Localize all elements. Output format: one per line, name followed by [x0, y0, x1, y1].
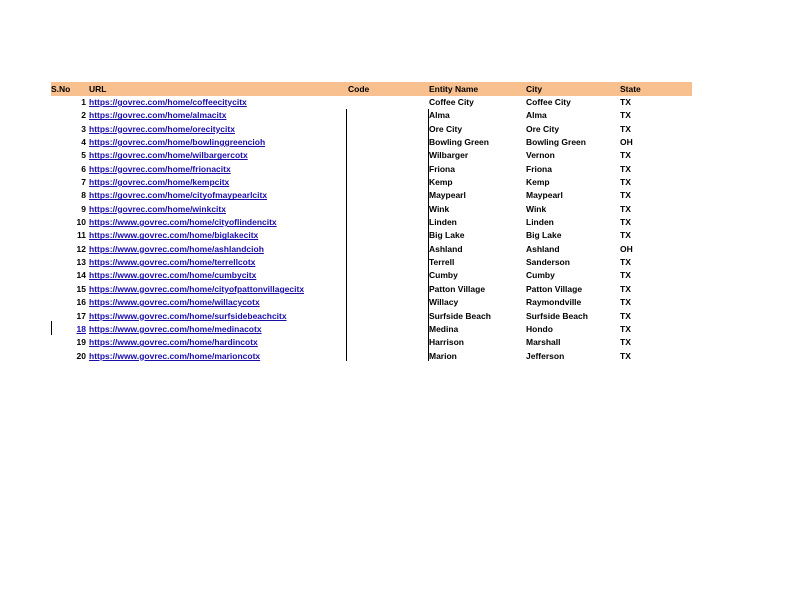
cell-state[interactable]: TX	[620, 270, 631, 281]
url-link[interactable]: https://govrec.com/home/cityofmaypearlcitx	[89, 190, 268, 201]
cell-state[interactable]: OH	[620, 243, 633, 254]
cell-entity-name[interactable]: Cumby	[429, 270, 458, 281]
cell-city[interactable]: Kemp	[526, 177, 550, 188]
cell-state[interactable]: TX	[620, 123, 631, 134]
cell-sno[interactable]: 20	[76, 350, 86, 361]
cell-entity-name[interactable]: Ashland	[429, 243, 463, 254]
cell-sno[interactable]: 4	[81, 137, 86, 148]
cell-sno[interactable]: 16	[76, 297, 86, 308]
table-row	[51, 123, 692, 136]
table-row	[51, 216, 692, 229]
table-row	[51, 189, 692, 202]
cell-state[interactable]: TX	[620, 203, 631, 214]
cell-entity-name[interactable]: Maypearl	[429, 190, 466, 201]
table-row	[51, 229, 692, 242]
url-link[interactable]: https://www.govrec.com/home/medinacotx	[89, 323, 262, 334]
cell-url	[89, 257, 255, 268]
cell-city[interactable]: Jefferson	[526, 350, 565, 361]
cell-url	[89, 284, 304, 295]
table-row	[51, 296, 692, 309]
cell-url	[89, 311, 287, 322]
cell-entity-name[interactable]: Big Lake	[429, 230, 465, 241]
url-link[interactable]: https://www.govrec.com/home/biglakecitx	[89, 230, 259, 241]
table-row	[51, 310, 692, 323]
cell-entity-name[interactable]: Ore City	[429, 123, 463, 134]
cell-sno[interactable]: 6	[81, 163, 86, 174]
cell-url	[89, 110, 226, 121]
cell-entity-name[interactable]: Alma	[429, 110, 450, 121]
cell-url	[89, 230, 258, 241]
cell-url	[89, 351, 260, 362]
cell-url	[89, 164, 231, 175]
url-link[interactable]: https://govrec.com/home/kempcitx	[89, 177, 230, 188]
url-link[interactable]: https://govrec.com/home/winkcitx	[89, 203, 226, 214]
cell-url	[89, 204, 226, 215]
cell-city[interactable]: Bowling Green	[526, 137, 586, 148]
cell-state[interactable]: TX	[620, 190, 631, 201]
table-row	[51, 109, 692, 122]
url-link[interactable]: https://www.govrec.com/home/hardincotx	[89, 337, 258, 348]
cell-entity-name[interactable]: Wink	[429, 203, 450, 214]
cell-url	[89, 177, 229, 188]
column-border	[428, 109, 429, 361]
header-city: City	[526, 84, 543, 94]
url-link[interactable]: https://www.govrec.com/home/cityofpattonvillagecitx	[89, 283, 305, 294]
cell-sno[interactable]: 3	[81, 123, 86, 134]
url-link[interactable]: https://govrec.com/home/coffeecitycitx	[89, 97, 247, 107]
url-link[interactable]: https://www.govrec.com/home/cumbycitx	[89, 270, 257, 281]
table-row	[51, 149, 692, 162]
header-row	[51, 82, 692, 96]
cell-url	[89, 324, 262, 335]
cell-url	[89, 270, 256, 281]
cell-entity-name[interactable]: Willacy	[429, 297, 459, 308]
header-state: State	[620, 84, 641, 94]
header-code: Code	[348, 84, 370, 94]
cell-sno[interactable]: 14	[76, 270, 86, 281]
cell-entity-name[interactable]: Bowling Green	[429, 137, 489, 148]
cell-city[interactable]: Alma	[526, 110, 547, 121]
cell-entity-name[interactable]: Patton Village	[429, 283, 486, 294]
cell-url	[89, 217, 277, 228]
table-row	[51, 243, 692, 256]
url-link[interactable]: https://govrec.com/home/frionacitx	[89, 163, 231, 174]
cell-entity-name[interactable]: Marion	[429, 350, 457, 361]
cell-state[interactable]: TX	[620, 230, 631, 241]
cell-sno[interactable]: 2	[81, 110, 86, 121]
table-body	[51, 96, 692, 363]
cell-state[interactable]: TX	[620, 323, 631, 334]
table-row	[51, 256, 692, 269]
cell-entity-name[interactable]: Wilbarger	[429, 150, 469, 161]
cell-city[interactable]: Sanderson	[526, 257, 570, 268]
cell-entity-name[interactable]: Kemp	[429, 177, 453, 188]
table-row	[51, 283, 692, 296]
cell-url	[89, 97, 247, 108]
cell-city[interactable]: Surfside Beach	[526, 310, 588, 321]
cell-state[interactable]: TX	[620, 350, 631, 361]
cell-url	[89, 337, 258, 348]
table-row	[51, 136, 692, 149]
cell-city[interactable]: Friona	[526, 163, 552, 174]
cell-sno[interactable]: 15	[76, 283, 86, 294]
column-border	[346, 109, 347, 361]
cell-entity-name[interactable]: Terrell	[429, 257, 455, 268]
cell-state[interactable]: TX	[620, 163, 631, 174]
header-entity-name: Entity Name	[429, 84, 479, 94]
cell-city[interactable]: Cumby	[526, 270, 555, 281]
cell-sno[interactable]: 1	[81, 97, 86, 107]
cell-entity-name[interactable]: Coffee City	[429, 97, 474, 107]
cell-state[interactable]: TX	[620, 110, 631, 121]
cell-city[interactable]: Vernon	[526, 150, 555, 161]
cell-sno[interactable]: 18	[76, 323, 86, 334]
cell-sno[interactable]: 11	[77, 230, 86, 241]
url-link[interactable]: https://govrec.com/home/almacitx	[89, 110, 227, 121]
cell-state[interactable]: TX	[620, 337, 631, 348]
url-link[interactable]: https://www.govrec.com/home/ashlandcioh	[89, 243, 264, 254]
cell-state[interactable]: TX	[620, 97, 631, 107]
table-row	[51, 96, 692, 109]
cell-sno[interactable]: 9	[81, 203, 86, 214]
cell-city[interactable]: Marshall	[526, 337, 561, 348]
cell-city[interactable]: Wink	[526, 203, 547, 214]
cell-city[interactable]: Ore City	[526, 123, 560, 134]
cell-sno[interactable]: 12	[76, 243, 86, 254]
cell-city[interactable]: Hondo	[526, 323, 553, 334]
cell-url	[89, 297, 260, 308]
url-link[interactable]: https://www.govrec.com/home/surfsidebeachcitx	[89, 310, 287, 321]
table-row	[51, 269, 692, 282]
table-row	[51, 203, 692, 216]
url-link[interactable]: https://www.govrec.com/home/cityoflindencitx	[89, 217, 277, 228]
cell-state[interactable]: TX	[620, 217, 631, 228]
url-link[interactable]: https://www.govrec.com/home/marioncotx	[89, 350, 261, 361]
cell-state[interactable]: TX	[620, 177, 631, 188]
cell-sno[interactable]: 19	[76, 337, 86, 348]
cell-state[interactable]: OH	[620, 137, 633, 148]
text-cursor	[51, 321, 52, 335]
cell-city[interactable]: Maypearl	[526, 190, 563, 201]
cell-entity-name[interactable]: Linden	[429, 217, 457, 228]
cell-url	[89, 244, 264, 255]
cell-entity-name[interactable]: Friona	[429, 163, 455, 174]
header-url: URL	[89, 84, 107, 94]
cell-entity-name[interactable]: Medina	[429, 323, 459, 334]
cell-url	[89, 190, 267, 201]
cell-city[interactable]: Raymondville	[526, 297, 582, 308]
url-link[interactable]: https://www.govrec.com/home/willacycotx	[89, 297, 260, 308]
cell-city[interactable]: Ashland	[526, 243, 560, 254]
cell-url	[89, 124, 235, 135]
cell-sno[interactable]: 5	[81, 150, 86, 161]
cell-sno[interactable]: 17	[76, 310, 86, 321]
url-link[interactable]: https://govrec.com/home/bowlinggreencioh	[89, 137, 266, 148]
url-link[interactable]: https://govrec.com/home/orecitycitx	[89, 123, 235, 134]
cell-sno[interactable]: 7	[81, 177, 86, 188]
header-sno: S.No	[51, 84, 71, 94]
cell-sno[interactable]: 8	[81, 190, 86, 201]
table-row	[51, 163, 692, 176]
cell-state[interactable]: TX	[620, 257, 631, 268]
spreadsheet-table	[51, 82, 692, 363]
cell-url	[89, 150, 248, 161]
url-link[interactable]: https://govrec.com/home/wilbargercotx	[89, 150, 248, 161]
cell-city[interactable]: Big Lake	[526, 230, 562, 241]
url-link[interactable]: https://www.govrec.com/home/terrellcotx	[89, 257, 256, 268]
cell-state[interactable]: TX	[620, 283, 631, 294]
table-row	[51, 323, 692, 336]
cell-state[interactable]: TX	[620, 297, 631, 308]
cell-state[interactable]: TX	[620, 150, 631, 161]
cell-sno[interactable]: 13	[76, 257, 86, 268]
cell-url	[89, 137, 265, 148]
cell-entity-name[interactable]: Harrison	[429, 337, 464, 348]
cell-entity-name[interactable]: Surfside Beach	[429, 310, 491, 321]
cell-city[interactable]: Coffee City	[526, 97, 571, 107]
table-row	[51, 336, 692, 349]
table-row	[51, 176, 692, 189]
cell-sno[interactable]: 10	[76, 217, 86, 228]
cell-state[interactable]: TX	[620, 310, 631, 321]
table-row	[51, 350, 692, 363]
cell-city[interactable]: Patton Village	[526, 283, 583, 294]
cell-city[interactable]: Linden	[526, 217, 554, 228]
